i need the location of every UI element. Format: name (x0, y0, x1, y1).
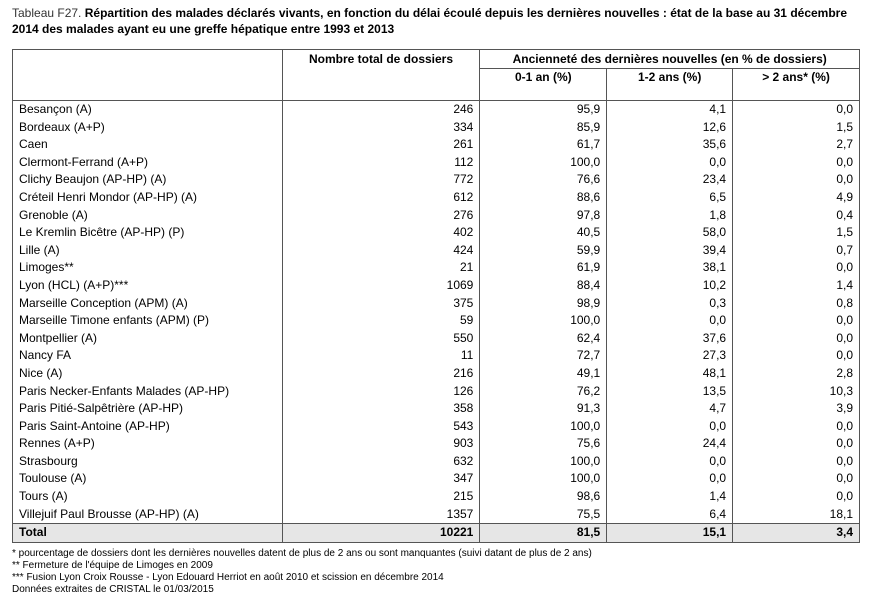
cell-0-1: 76,2 (480, 383, 607, 401)
cell-total: 126 (282, 383, 480, 401)
cell-gt2: 0,0 (733, 171, 860, 189)
cell-centre: Caen (13, 136, 283, 154)
header-spacer (733, 86, 860, 101)
table-body (13, 101, 860, 543)
cell-1-2: 15,1 (607, 524, 733, 543)
cell-0-1: 61,7 (480, 136, 607, 154)
cell-1-2: 37,6 (607, 330, 733, 348)
table-row (13, 453, 860, 471)
cell-1-2: 38,1 (607, 259, 733, 277)
footnote: *** Fusion Lyon Croix Rousse - Lyon Edouard Herriot en août 2010 et scission en décembre 2014 (12, 572, 444, 583)
cell-total: 402 (282, 224, 480, 242)
cell-centre: Nancy FA (13, 347, 283, 365)
cell-centre: Clichy Beaujon (AP-HP) (A) (13, 171, 283, 189)
cell-0-1: 75,6 (480, 435, 607, 453)
cell-centre: Rennes (A+P) (13, 435, 283, 453)
table-title (12, 5, 864, 37)
cell-centre: Paris Pitié-Salpêtrière (AP-HP) (13, 400, 283, 418)
cell-1-2: 12,6 (607, 119, 733, 137)
cell-0-1: 75,5 (480, 506, 607, 524)
cell-0-1: 85,9 (480, 119, 607, 137)
cell-gt2: 1,4 (733, 277, 860, 295)
table-row (13, 224, 860, 242)
header-spacer (607, 86, 733, 101)
cell-total: 550 (282, 330, 480, 348)
cell-total: 903 (282, 435, 480, 453)
cell-0-1: 91,3 (480, 400, 607, 418)
cell-1-2: 10,2 (607, 277, 733, 295)
table-row (13, 295, 860, 313)
cell-0-1: 72,7 (480, 347, 607, 365)
cell-1-2: 0,0 (607, 312, 733, 330)
cell-0-1: 98,9 (480, 295, 607, 313)
cell-0-1: 98,6 (480, 488, 607, 506)
cell-centre: Lyon (HCL) (A+P)*** (13, 277, 283, 295)
cell-total: 11 (282, 347, 480, 365)
table-row (13, 435, 860, 453)
cell-centre: Nice (A) (13, 365, 283, 383)
cell-gt2: 0,0 (733, 418, 860, 436)
cell-1-2: 0,0 (607, 418, 733, 436)
cell-gt2: 0,0 (733, 488, 860, 506)
cell-centre: Villejuif Paul Brousse (AP-HP) (A) (13, 506, 283, 524)
cell-total: 358 (282, 400, 480, 418)
cell-gt2: 0,0 (733, 154, 860, 172)
cell-gt2: 0,7 (733, 242, 860, 260)
cell-total: 215 (282, 488, 480, 506)
table-row (13, 136, 860, 154)
cell-gt2: 10,3 (733, 383, 860, 401)
cell-total: 334 (282, 119, 480, 137)
cell-total: 276 (282, 207, 480, 225)
table-row (13, 418, 860, 436)
cell-centre: Marseille Conception (APM) (A) (13, 295, 283, 313)
subheader-1-2: 1-2 ans (%) (607, 69, 733, 87)
cell-gt2: 0,0 (733, 453, 860, 471)
table-row (13, 383, 860, 401)
cell-gt2: 0,0 (733, 435, 860, 453)
cell-total: 772 (282, 171, 480, 189)
cell-1-2: 6,4 (607, 506, 733, 524)
cell-1-2: 0,0 (607, 453, 733, 471)
cell-1-2: 48,1 (607, 365, 733, 383)
cell-1-2: 0,0 (607, 154, 733, 172)
cell-total: 347 (282, 470, 480, 488)
cell-total: 424 (282, 242, 480, 260)
cell-gt2: 0,0 (733, 470, 860, 488)
cell-gt2: 3,9 (733, 400, 860, 418)
cell-centre: Paris Saint-Antoine (AP-HP) (13, 418, 283, 436)
header-total: Nombre total de dossiers (282, 50, 480, 69)
cell-0-1: 95,9 (480, 101, 607, 119)
table-row (13, 154, 860, 172)
cell-1-2: 13,5 (607, 383, 733, 401)
cell-1-2: 0,0 (607, 470, 733, 488)
header-spacer (13, 86, 283, 101)
cell-centre: Clermont-Ferrand (A+P) (13, 154, 283, 172)
cell-centre: Limoges** (13, 259, 283, 277)
cell-0-1: 100,0 (480, 418, 607, 436)
table-row (13, 101, 860, 119)
cell-total: 216 (282, 365, 480, 383)
cell-centre: Le Kremlin Bicêtre (AP-HP) (P) (13, 224, 283, 242)
table-row (13, 400, 860, 418)
cell-centre: Strasbourg (13, 453, 283, 471)
cell-gt2: 0,0 (733, 101, 860, 119)
cell-total: 246 (282, 101, 480, 119)
cell-gt2: 1,5 (733, 224, 860, 242)
cell-centre: Grenoble (A) (13, 207, 283, 225)
table-row (13, 470, 860, 488)
footnote: Données extraites de CRISTAL le 01/03/2015 (12, 584, 214, 595)
cell-1-2: 58,0 (607, 224, 733, 242)
cell-1-2: 0,3 (607, 295, 733, 313)
cell-1-2: 4,7 (607, 400, 733, 418)
cell-centre: Bordeaux (A+P) (13, 119, 283, 137)
cell-gt2: 0,8 (733, 295, 860, 313)
cell-gt2: 0,0 (733, 259, 860, 277)
cell-0-1: 59,9 (480, 242, 607, 260)
table-row (13, 330, 860, 348)
cell-1-2: 27,3 (607, 347, 733, 365)
footnotes (12, 548, 864, 596)
cell-centre: Créteil Henri Mondor (AP-HP) (A) (13, 189, 283, 207)
cell-0-1: 88,4 (480, 277, 607, 295)
cell-total: 632 (282, 453, 480, 471)
cell-0-1: 40,5 (480, 224, 607, 242)
table-row (13, 488, 860, 506)
cell-gt2: 3,4 (733, 524, 860, 543)
cell-gt2: 2,7 (733, 136, 860, 154)
cell-centre: Marseille Timone enfants (APM) (P) (13, 312, 283, 330)
table-row (13, 365, 860, 383)
cell-total: 543 (282, 418, 480, 436)
table-row (13, 277, 860, 295)
data-table (12, 49, 860, 543)
cell-total: 59 (282, 312, 480, 330)
cell-centre: Paris Necker-Enfants Malades (AP-HP) (13, 383, 283, 401)
cell-0-1: 100,0 (480, 154, 607, 172)
cell-centre: Lille (A) (13, 242, 283, 260)
header-group: Ancienneté des dernières nouvelles (en % de dossiers) (480, 50, 860, 69)
table-label: Tableau F27. (12, 6, 82, 20)
cell-centre: Montpellier (A) (13, 330, 283, 348)
header-spacer (282, 86, 480, 101)
table-row (13, 189, 860, 207)
cell-gt2: 0,0 (733, 312, 860, 330)
cell-1-2: 6,5 (607, 189, 733, 207)
cell-1-2: 23,4 (607, 171, 733, 189)
cell-0-1: 100,0 (480, 470, 607, 488)
cell-gt2: 0,4 (733, 207, 860, 225)
header-centre (13, 50, 283, 69)
subheader-gt2: > 2 ans* (%) (733, 69, 860, 87)
cell-0-1: 100,0 (480, 312, 607, 330)
cell-centre: Besançon (A) (13, 101, 283, 119)
cell-gt2: 0,0 (733, 347, 860, 365)
cell-gt2: 0,0 (733, 330, 860, 348)
cell-1-2: 24,4 (607, 435, 733, 453)
cell-gt2: 18,1 (733, 506, 860, 524)
cell-total: 21 (282, 259, 480, 277)
header-spacer (480, 86, 607, 101)
cell-0-1: 88,6 (480, 189, 607, 207)
table-row (13, 259, 860, 277)
header-centre-cont (13, 69, 283, 87)
table-row (13, 242, 860, 260)
cell-gt2: 4,9 (733, 189, 860, 207)
cell-total: 1069 (282, 277, 480, 295)
table-row (13, 207, 860, 225)
cell-total: 1357 (282, 506, 480, 524)
cell-0-1: 49,1 (480, 365, 607, 383)
cell-total: 112 (282, 154, 480, 172)
total-row (13, 524, 860, 543)
cell-1-2: 39,4 (607, 242, 733, 260)
cell-total: 612 (282, 189, 480, 207)
cell-1-2: 35,6 (607, 136, 733, 154)
cell-total: 375 (282, 295, 480, 313)
cell-1-2: 1,4 (607, 488, 733, 506)
cell-0-1: 62,4 (480, 330, 607, 348)
cell-1-2: 4,1 (607, 101, 733, 119)
table-row (13, 347, 860, 365)
cell-0-1: 61,9 (480, 259, 607, 277)
cell-total: 261 (282, 136, 480, 154)
footnote: * pourcentage de dossiers dont les dernières nouvelles datent de plus de 2 ans ou sont manquantes (suivi datant de plus de 2 ans) (12, 548, 592, 559)
header-total-cont (282, 69, 480, 87)
table-row (13, 312, 860, 330)
cell-gt2: 1,5 (733, 119, 860, 137)
cell-0-1: 81,5 (480, 524, 607, 543)
table-row (13, 119, 860, 137)
cell-centre: Total (13, 524, 283, 543)
table-row (13, 506, 860, 524)
cell-1-2: 1,8 (607, 207, 733, 225)
table-row (13, 171, 860, 189)
cell-centre: Tours (A) (13, 488, 283, 506)
table-title-text: Répartition des malades déclarés vivants, en fonction du délai écoulé depuis les dernières nouvelles : état de la base au 31 décembre 2014 des malades ayant eu une greffe hépatique entre 1993 et 2013 (12, 6, 848, 36)
subheader-0-1: 0-1 an (%) (480, 69, 607, 87)
cell-0-1: 97,8 (480, 207, 607, 225)
cell-gt2: 2,8 (733, 365, 860, 383)
footnote: ** Fermeture de l'équipe de Limoges en 2009 (12, 560, 213, 571)
cell-0-1: 100,0 (480, 453, 607, 471)
cell-0-1: 76,6 (480, 171, 607, 189)
cell-total: 10221 (282, 524, 480, 543)
cell-centre: Toulouse (A) (13, 470, 283, 488)
